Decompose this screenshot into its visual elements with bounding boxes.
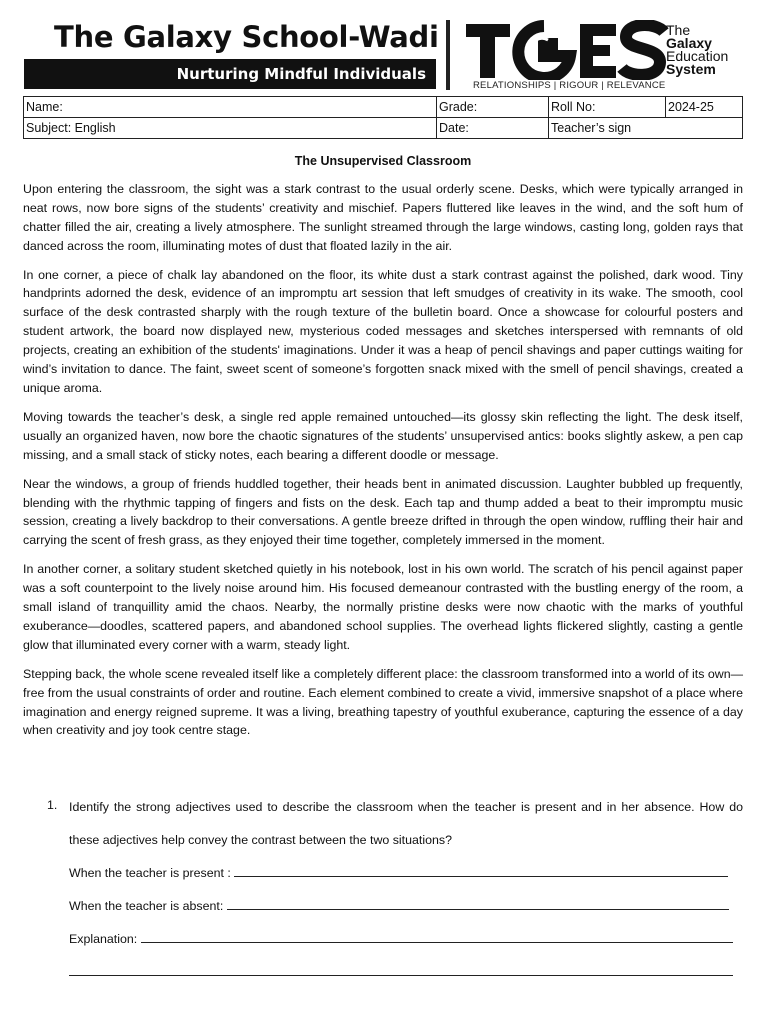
system-name-line3: Education — [666, 48, 729, 64]
explanation-row — [69, 923, 743, 956]
paragraph-1: Upon entering the classroom, the sight was a stark contrast to the usual orderly scene. Desks, which were typically arranged in neat rows, now bore signs of the students’ creativity and mischief. Papers fluttered like leaves in the wind, and the soft hum of chatter filled the air, creating a lively atmosphere. The sunlight streamed through the large windows, casting long, golden rays that danced across the room, illuminating motes of dust that floated lazily in the air. — [23, 181, 743, 253]
paragraph-3: Moving towards the teacher’s desk, a single red apple remained untouched—its glossy skin reflecting the light. The desk itself, usually an organized haven, now bore the chaotic signatures of the students’ unsupervised antics: books slightly askew, a pen cap missing, and a small stack of sticky notes, each bearing a different doodle or message. — [23, 409, 743, 462]
table-row — [24, 118, 743, 139]
system-name-line1: The — [666, 22, 691, 38]
passage — [23, 152, 743, 750]
present-label: When the teacher is present : — [69, 866, 235, 880]
explanation-line-2[interactable] — [69, 963, 733, 976]
header-divider — [446, 20, 450, 90]
question-1 — [23, 798, 743, 857]
table-row — [24, 97, 743, 118]
tges-logo-mark-icon — [460, 20, 670, 80]
date-field[interactable]: Date: — [437, 118, 549, 139]
school-motto: Nurturing Mindful Individuals — [176, 65, 426, 83]
name-field[interactable]: Name: — [24, 97, 437, 118]
paragraph-6: Stepping back, the whole scene revealed itself like a completely different place: the classroom transformed into a world of its own—free from the usual constraints of order and routine. Each element combined to create a vivid, immersive snapshot of a place where imagination and energy reigned supreme. It was a living, breathing tapestry of youthful exuberance, capturing the essence of a day when creativity and joy took centre stage. — [23, 666, 743, 738]
explanation-row-2 — [69, 956, 743, 989]
answer-absent-line[interactable] — [227, 897, 729, 910]
paragraph-5: In another corner, a solitary student sketched quietly in his notebook, lost in his own world. The scratch of his pencil against paper was a soft counterpoint to the lively noise around him. His focused demeanour contrasted with the bustling energy of the room, a small island of tranquillity amid the chaos. Nearby, the normally pristine desks were now chaotic with the marks of youthful exuberance—doodles, scattered papers, and abandoned school supplies. The overhead lights flickered slightly, casting a gentle glow that illuminated every corner with a warm, steady light. — [23, 562, 743, 652]
paragraph-2: In one corner, a piece of chalk lay abandoned on the floor, its white dust a stark contrast against the polished, dark wood. Tiny handprints adorned the desk, evidence of an impromptu art session that left smudges of creativity in its wake. The smooth, cool surface of the desk contrasted sharply with the rough texture of the bulletin board. Once a showcase for colourful posters and student artwork, the board now displayed new, mysterious coded messages and sketches interspersed with remnants of old projects, creating an exhibition of the students' imaginations. Under it was a heap of pencil shavings and paper cuttings waiting for wind’s invitation to dance. The faint, sweet scent of someone’s forgotten snack mixed with the smell of pencil shavings, created a unique aroma. — [23, 267, 743, 395]
answer-present-line[interactable] — [234, 864, 728, 877]
passage-title: The Unsupervised Classroom — [294, 154, 472, 168]
teacher-sign-field[interactable]: Teacher’s sign — [549, 118, 743, 139]
explanation-label: Explanation: — [69, 932, 141, 946]
system-name-line2: Galaxy — [666, 35, 712, 51]
school-banner — [24, 18, 440, 90]
subject-field: Subject: English — [24, 118, 437, 139]
education-system-name — [666, 24, 728, 76]
grade-field[interactable]: Grade: — [437, 97, 549, 118]
system-name-line4: System — [666, 61, 716, 77]
explanation-line[interactable] — [141, 930, 733, 943]
answer-present-row — [69, 857, 743, 890]
document-header — [24, 18, 748, 92]
logo-tagline: RELATIONSHIPS | RIGOUR | RELEVANCE — [473, 80, 666, 91]
academic-year: 2024-25 — [666, 97, 743, 118]
question-number: 1. — [47, 798, 58, 812]
school-name: The Galaxy School-Wadi — [54, 20, 439, 54]
motto-bar — [24, 59, 436, 89]
paragraph-4: Near the windows, a group of friends huddled together, their heads bent in animated discussion. Laughter bubbled up frequently, blending with the rhythmic tapping of fingers and fists on the desk. Each tap and thump added a beat to their impromptu music session, creating a lively backdrop to their conversations. A gentle breeze drifted in through the open window, ruffling their hair and carrying the scent of fresh grass, as they enjoyed their time together, completely immersed in the moment. — [23, 476, 743, 548]
roll-number-field[interactable]: Roll No: — [549, 97, 666, 118]
question-text: Identify the strong adjectives used to describe the classroom when the teacher is present and in her absence. How do these adjectives help convey the contrast between the two situations? — [69, 800, 743, 847]
student-info-table — [23, 96, 743, 139]
questions-section — [23, 798, 743, 989]
answer-absent-row — [69, 890, 743, 923]
absent-label: When the teacher is absent: — [69, 899, 227, 913]
